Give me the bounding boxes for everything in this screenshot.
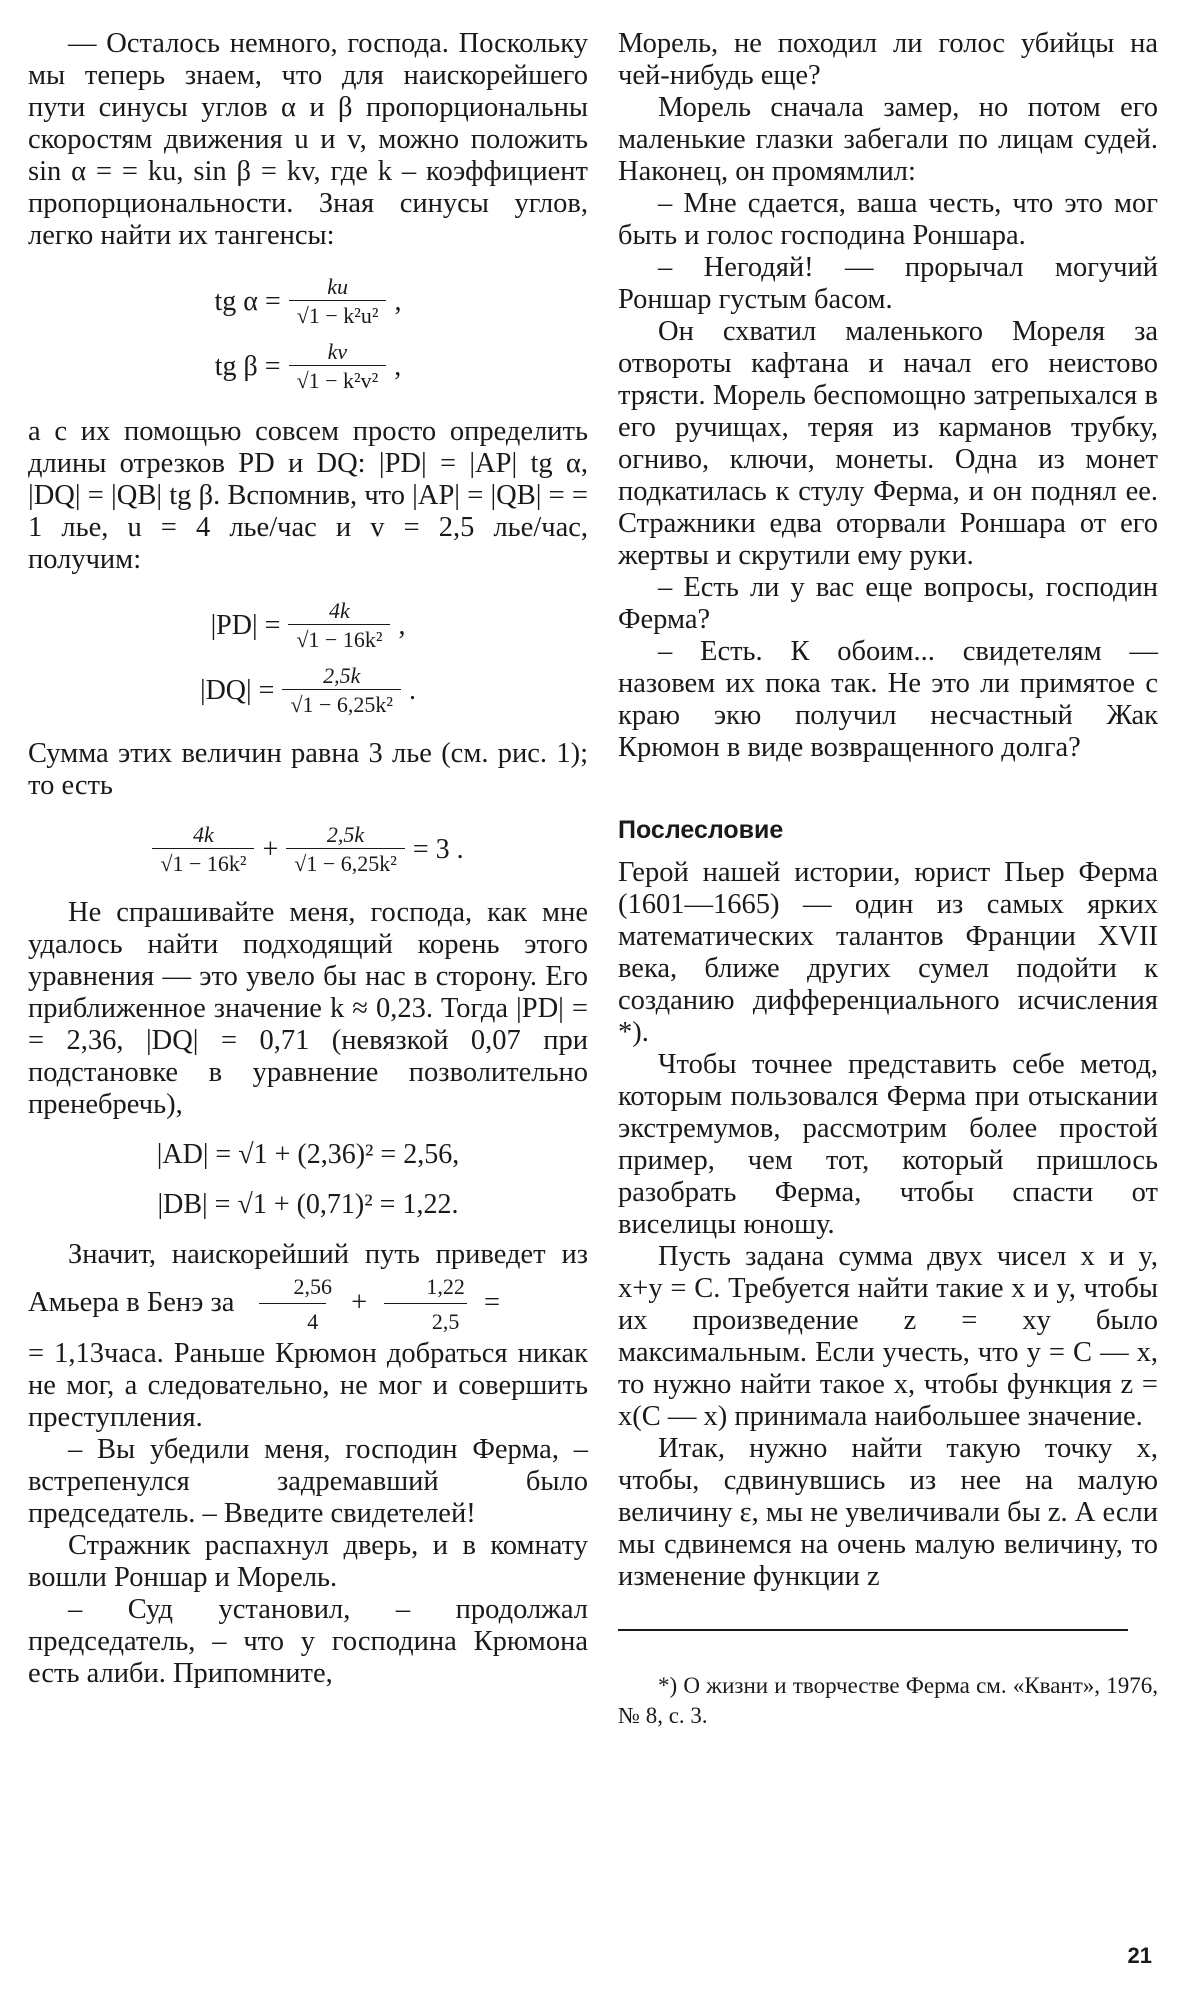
numerator: 2,5k [326, 822, 365, 847]
formula-lhs: |PD| = [210, 609, 281, 641]
paragraph: – Вы убедили меня, господин Ферма, – встрепенулся задремавший было председатель. – Введите свидетелей! [28, 1434, 588, 1529]
formula-dq [28, 663, 588, 718]
fraction [286, 822, 405, 877]
formula-lhs: |DQ| = [199, 674, 275, 706]
denominator: √1 − k²u² [289, 300, 387, 329]
section-heading: Послесловие [618, 816, 784, 844]
numerator: 2,5k [323, 663, 361, 688]
paragraph: – Негодяй! — прорычал могучий Роншар густым басом. [618, 252, 1158, 315]
equals-three: = 3 . [412, 833, 464, 865]
numerator: 2,56 [293, 1274, 333, 1299]
left-column [28, 28, 588, 1690]
footnote: *) О жизни и творчестве Ферма см. «Квант», 1976, № 8, с. 3. [618, 1673, 1158, 1728]
formula-lhs: tg α = [214, 285, 281, 317]
paragraph: Он схватил маленького Мореля за отвороты кафтана и начал его неистово трясти. Морель беспомощно затрепыхался в его ручищах, теряя из карманов трубку, огниво, ключи, монеты. Одна из монет подкатилась к стулу Ферма, и он поднял ее. Стражники едва оторвали Роншара от его жертвы и скрутили ему руки. [618, 316, 1158, 571]
denominator: 2,5 [384, 1303, 468, 1338]
paragraph: а с их помощью совсем просто определить длины отрезков PD и DQ: |PD| = |AP| tg α, |DQ| = |QB| tg β. Вспомнив, что |AP| = |QB| = = 1 лье, u = 4 лье/час и v = 2,5 лье/час, получим: [28, 416, 588, 575]
formula-ad: |AD| = √1 + (2,36)² = 2,56, [156, 1139, 460, 1170]
denominator: 4 [259, 1303, 326, 1338]
formula-sum [28, 822, 588, 877]
paragraph: Морель сначала замер, но потом его маленькие глазки забегали по лицам судей. Наконец, он промямлил: [618, 92, 1158, 187]
paragraph: – Есть. К обоим... свидетелям — назовем их пока так. Не это ли примятое с краю экю получил несчастный Жак Крюмон в виде возвращенного долга? [618, 636, 1158, 763]
punctuation: , [394, 350, 402, 382]
paragraph: – Суд установил, – продолжал председатель, – что у господина Крюмона есть алиби. Припомните, [28, 1594, 588, 1689]
formula-lhs: tg β = [214, 350, 281, 382]
fraction [288, 598, 390, 653]
paragraph: Герой нашей истории, юрист Пьер Ферма (1601—1665) — один из самых ярких математических талантов Франции XVII века, ближе других сумел подойти к созданию дифференциального исчисления *). [618, 857, 1158, 1048]
paragraph [28, 1239, 588, 1338]
numerator: 4k [193, 822, 214, 847]
fraction [289, 339, 387, 394]
numerator: 4k [329, 598, 350, 623]
fraction [242, 1271, 345, 1338]
paragraph: Итак, нужно найти такую точку x, чтобы, сдвинувшись из нее на малую величину ε, мы не увеличивали бы z. А если мы сдвинемся на очень малую величину, то изменение функции z [618, 1433, 1158, 1592]
punctuation: . [409, 674, 417, 706]
plus-sign: + [351, 1287, 368, 1319]
paragraph: Пусть задана сумма двух чисел x и y, x+y = C. Требуется найти такие x и y, чтобы их произведение z = xy было максимальным. Если учесть, что y = C — x, то нужно найти такое x, чтобы функция z = x(C — x) принимала наибольшее значение. [618, 1241, 1158, 1432]
paragraph: Сумма этих величин равна 3 лье (см. рис. 1); то есть [28, 738, 588, 801]
formula-db: |DB| = √1 + (0,71)² = 1,22. [157, 1189, 459, 1220]
fraction [289, 274, 387, 329]
paragraph: Стражник распахнул дверь, и в комнату вошли Роншар и Морель. [28, 1530, 588, 1593]
fraction [282, 663, 401, 718]
denominator: √1 − 16k² [288, 624, 390, 653]
denominator: √1 − k²v² [289, 365, 387, 394]
numerator: ku [327, 274, 348, 299]
paragraph: Морель, не походил ли голос убийцы на чей-нибудь еще? [618, 28, 1158, 91]
fraction [374, 1271, 477, 1338]
denominator: √1 − 6,25k² [282, 689, 401, 718]
plus-sign: + [262, 833, 279, 865]
denominator: √1 − 16k² [152, 848, 254, 877]
paragraph: – Мне сдается, ваша честь, что это мог быть и голос господина Роншара. [618, 188, 1158, 251]
formula-tg-alpha [28, 274, 588, 329]
numerator: kv [327, 339, 348, 364]
punctuation: , [398, 609, 406, 641]
footnote-divider [618, 1629, 1128, 1631]
paragraph: – Есть ли у вас еще вопросы, господин Ферма? [618, 572, 1158, 635]
denominator: √1 − 6,25k² [286, 848, 405, 877]
fraction [152, 822, 254, 877]
numerator: 1,22 [426, 1274, 465, 1299]
paragraph: — Осталось немного, господа. Поскольку мы теперь знаем, что для наискорейшего пути синусы углов α и β пропорциональны скоростям движения u и v, можно положить sin α = = ku, sin β = kv, где k – коэффициент пропорциональности. Зная синусы углов, легко найти их тангенсы: [28, 28, 588, 251]
paragraph: Чтобы точнее представить себе метод, которым пользовался Ферма при отыскании экстремумов, рассмотрим более простой пример, чем тот, который пришлось разобрать Ферма, чтобы спасти от виселицы юношу. [618, 1049, 1158, 1240]
formula-pd [28, 598, 588, 653]
paragraph: Не спрашивайте меня, господа, как мне удалось найти подходящий корень этого уравнения — это увело бы нас в сторону. Его приближенное значение k ≈ 0,23. Тогда |PD| = = 2,36, |DQ| = 0,71 (невязкой 0,07 при подстановке в уравнение позволительно пренебречь), [28, 897, 588, 1120]
text-span: Значит, наискорейший путь приведет из Амьера в Бенэ за [28, 1239, 588, 1319]
page-number: 21 [1127, 1943, 1152, 1968]
paragraph: = 1,13часа. Раньше Крюмон добраться никак не мог, а следовательно, не мог и совершить преступления. [28, 1338, 588, 1433]
punctuation: , [394, 285, 402, 317]
formula-tg-beta [28, 339, 588, 394]
equals-sign: = [483, 1287, 501, 1319]
right-column [618, 28, 1158, 1731]
